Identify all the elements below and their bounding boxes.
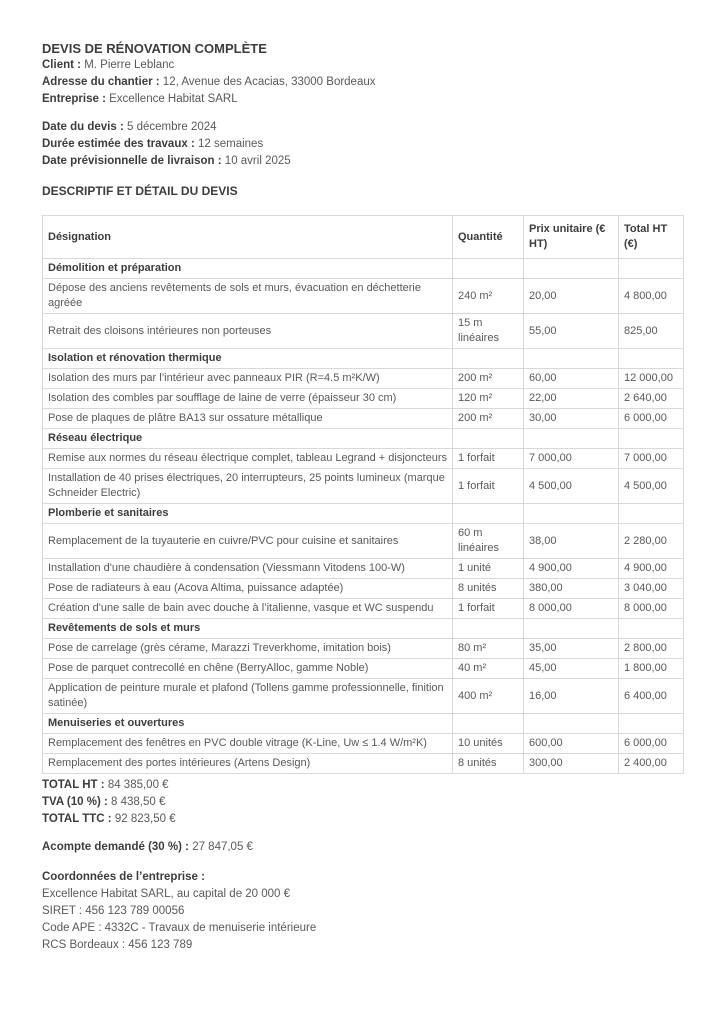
table-header-row: [43, 216, 684, 259]
client-value: M. Pierre Leblanc: [84, 59, 175, 71]
unit-price-cell: 35,00: [524, 639, 619, 659]
total-ht-line: [42, 777, 684, 794]
quote-date-label: Date du devis :: [42, 121, 124, 133]
col-quantity: Quantité: [453, 216, 524, 259]
company-details-heading: Coordonnées de l’entreprise :: [42, 871, 205, 883]
unit-price-cell: 600,00: [524, 734, 619, 754]
deposit-label: Acompte demandé (30 %) :: [42, 841, 189, 853]
empty-cell: [524, 504, 619, 524]
item-row: [43, 639, 684, 659]
empty-cell: [524, 619, 619, 639]
section-row: [43, 259, 684, 279]
company-line: [42, 91, 684, 108]
unit-price-cell: 300,00: [524, 754, 619, 774]
empty-cell: [453, 714, 524, 734]
unit-price-cell: 38,00: [524, 524, 619, 559]
detail-section-heading: DESCRIPTIF ET DÉTAIL DU DEVIS: [42, 184, 238, 198]
empty-cell: [619, 429, 684, 449]
quantity-cell: 80 m²: [453, 639, 524, 659]
designation-cell: Pose de radiateurs à eau (Acova Altima, puissance adaptée): [43, 579, 453, 599]
empty-cell: [453, 429, 524, 449]
total-cell: 2 640,00: [619, 389, 684, 409]
quantity-cell: 400 m²: [453, 679, 524, 714]
item-row: [43, 409, 684, 429]
item-row: [43, 279, 684, 314]
duration-label: Durée estimée des travaux :: [42, 138, 195, 150]
unit-price-cell: 22,00: [524, 389, 619, 409]
item-row: [43, 389, 684, 409]
col-unit-price: Prix unitaire (€ HT): [524, 216, 619, 259]
quantity-cell: 15 m linéaires: [453, 314, 524, 349]
deposit-line: [42, 839, 684, 856]
unit-price-cell: 380,00: [524, 579, 619, 599]
unit-price-cell: 60,00: [524, 369, 619, 389]
empty-cell: [619, 619, 684, 639]
item-row: [43, 599, 684, 619]
empty-cell: [453, 349, 524, 369]
site-address-line: [42, 74, 684, 91]
quantity-cell: 200 m²: [453, 409, 524, 429]
total-cell: 6 000,00: [619, 409, 684, 429]
quote-table: [42, 215, 684, 774]
empty-cell: [524, 429, 619, 449]
quantity-cell: 60 m linéaires: [453, 524, 524, 559]
item-row: [43, 469, 684, 504]
section-row: [43, 504, 684, 524]
total-cell: 2 800,00: [619, 639, 684, 659]
unit-price-cell: 16,00: [524, 679, 619, 714]
designation-cell: Remplacement des fenêtres en PVC double vitrage (K-Line, Uw ≤ 1.4 W/m²K): [43, 734, 453, 754]
company-label: Entreprise :: [42, 93, 106, 105]
designation-cell: Remise aux normes du réseau électrique complet, tableau Legrand + disjoncteurs: [43, 449, 453, 469]
company-rcs-line: RCS Bordeaux : 456 123 789: [42, 939, 193, 951]
delivery-date-value: 10 avril 2025: [224, 155, 291, 167]
site-address-value: 12, Avenue des Acacias, 33000 Bordeaux: [162, 76, 376, 88]
client-line: [42, 57, 684, 74]
quantity-cell: 240 m²: [453, 279, 524, 314]
unit-price-cell: 4 500,00: [524, 469, 619, 504]
total-cell: 6 400,00: [619, 679, 684, 714]
total-ht-value: 84 385,00 €: [107, 779, 169, 791]
quantity-cell: 40 m²: [453, 659, 524, 679]
site-address-label: Adresse du chantier :: [42, 76, 160, 88]
empty-cell: [619, 504, 684, 524]
designation-cell: Isolation des murs par l’intérieur avec panneaux PIR (R=4.5 m²K/W): [43, 369, 453, 389]
section-row: [43, 714, 684, 734]
unit-price-cell: 30,00: [524, 409, 619, 429]
designation-cell: Pose de carrelage (grès cérame, Marazzi Treverkhome, imitation bois): [43, 639, 453, 659]
delivery-date-label: Date prévisionnelle de livraison :: [42, 155, 222, 167]
total-cell: 4 500,00: [619, 469, 684, 504]
total-cell: 7 000,00: [619, 449, 684, 469]
col-total: Total HT (€): [619, 216, 684, 259]
item-row: [43, 754, 684, 774]
section-row: [43, 619, 684, 639]
table-body: [43, 259, 684, 774]
tva-value: 8 438,50 €: [111, 796, 166, 808]
section-row: [43, 429, 684, 449]
designation-cell: Dépose des anciens revêtements de sols et murs, évacuation en déchetterie agréée: [43, 279, 453, 314]
item-row: [43, 524, 684, 559]
item-row: [43, 734, 684, 754]
quantity-cell: 8 unités: [453, 754, 524, 774]
tva-label: TVA (10 %) :: [42, 796, 108, 808]
delivery-date-line: [42, 153, 684, 170]
empty-cell: [453, 259, 524, 279]
quote-date-value: 5 décembre 2024: [127, 121, 217, 133]
quantity-cell: 1 forfait: [453, 449, 524, 469]
total-ttc-line: [42, 811, 684, 828]
quantity-cell: 10 unités: [453, 734, 524, 754]
total-cell: 2 280,00: [619, 524, 684, 559]
designation-cell: Pose de plaques de plâtre BA13 sur ossature métallique: [43, 409, 453, 429]
empty-cell: [619, 349, 684, 369]
empty-cell: [524, 349, 619, 369]
empty-cell: [619, 714, 684, 734]
item-row: [43, 559, 684, 579]
empty-cell: [619, 259, 684, 279]
total-ttc-label: TOTAL TTC :: [42, 813, 112, 825]
item-row: [43, 659, 684, 679]
designation-cell: Installation de 40 prises électriques, 20 interrupteurs, 25 points lumineux (marque Schneider Electric): [43, 469, 453, 504]
designation-cell: Pose de parquet contrecollé en chêne (BerryAlloc, gamme Noble): [43, 659, 453, 679]
document-title: DEVIS DE RÉNOVATION COMPLÈTE: [42, 41, 267, 56]
section-title-cell: Isolation et rénovation thermique: [43, 349, 453, 369]
unit-price-cell: 55,00: [524, 314, 619, 349]
quote-date-line: [42, 119, 684, 136]
section-title-cell: Revêtements de sols et murs: [43, 619, 453, 639]
designation-cell: Remplacement des portes intérieures (Artens Design): [43, 754, 453, 774]
total-cell: 3 040,00: [619, 579, 684, 599]
designation-cell: Isolation des combles par soufflage de laine de verre (épaisseur 30 cm): [43, 389, 453, 409]
total-cell: 1 800,00: [619, 659, 684, 679]
unit-price-cell: 7 000,00: [524, 449, 619, 469]
designation-cell: Remplacement de la tuyauterie en cuivre/PVC pour cuisine et sanitaires: [43, 524, 453, 559]
total-cell: 6 000,00: [619, 734, 684, 754]
quantity-cell: 1 unité: [453, 559, 524, 579]
company-ape-line: Code APE : 4332C - Travaux de menuiserie intérieure: [42, 922, 317, 934]
section-title-cell: Démolition et préparation: [43, 259, 453, 279]
quantity-cell: 200 m²: [453, 369, 524, 389]
designation-cell: Création d'une salle de bain avec douche à l’italienne, vasque et WC suspendu: [43, 599, 453, 619]
unit-price-cell: 45,00: [524, 659, 619, 679]
designation-cell: Installation d'une chaudière à condensation (Viessmann Vitodens 100-W): [43, 559, 453, 579]
total-cell: 2 400,00: [619, 754, 684, 774]
totals-block: [42, 777, 684, 828]
table-header: [43, 216, 684, 259]
item-row: [43, 579, 684, 599]
total-cell: 8 000,00: [619, 599, 684, 619]
item-row: [43, 449, 684, 469]
empty-cell: [524, 259, 619, 279]
unit-price-cell: 20,00: [524, 279, 619, 314]
empty-cell: [524, 714, 619, 734]
total-cell: 4 800,00: [619, 279, 684, 314]
unit-price-cell: 8 000,00: [524, 599, 619, 619]
total-cell: 12 000,00: [619, 369, 684, 389]
company-value: Excellence Habitat SARL: [109, 93, 238, 105]
designation-cell: Application de peinture murale et plafond (Tollens gamme professionnelle, finition satinée): [43, 679, 453, 714]
item-row: [43, 369, 684, 389]
total-cell: 4 900,00: [619, 559, 684, 579]
tva-line: [42, 794, 684, 811]
client-label: Client :: [42, 59, 81, 71]
total-cell: 825,00: [619, 314, 684, 349]
empty-cell: [453, 504, 524, 524]
duration-line: [42, 136, 684, 153]
total-ttc-value: 92 823,50 €: [114, 813, 176, 825]
item-row: [43, 314, 684, 349]
section-row: [43, 349, 684, 369]
designation-cell: Retrait des cloisons intérieures non porteuses: [43, 314, 453, 349]
company-siret-line: SIRET : 456 123 789 00056: [42, 905, 185, 917]
total-ht-label: TOTAL HT :: [42, 779, 105, 791]
col-designation: Désignation: [43, 216, 453, 259]
quantity-cell: 8 unités: [453, 579, 524, 599]
section-title-cell: Plomberie et sanitaires: [43, 504, 453, 524]
section-title-cell: Menuiseries et ouvertures: [43, 714, 453, 734]
section-title-cell: Réseau électrique: [43, 429, 453, 449]
quantity-cell: 1 forfait: [453, 469, 524, 504]
quantity-cell: 120 m²: [453, 389, 524, 409]
company-details-block: [42, 869, 684, 954]
empty-cell: [453, 619, 524, 639]
deposit-value: 27 847,05 €: [192, 841, 253, 853]
unit-price-cell: 4 900,00: [524, 559, 619, 579]
company-capital-line: Excellence Habitat SARL, au capital de 20 000 €: [42, 888, 291, 900]
duration-value: 12 semaines: [197, 138, 264, 150]
item-row: [43, 679, 684, 714]
quantity-cell: 1 forfait: [453, 599, 524, 619]
